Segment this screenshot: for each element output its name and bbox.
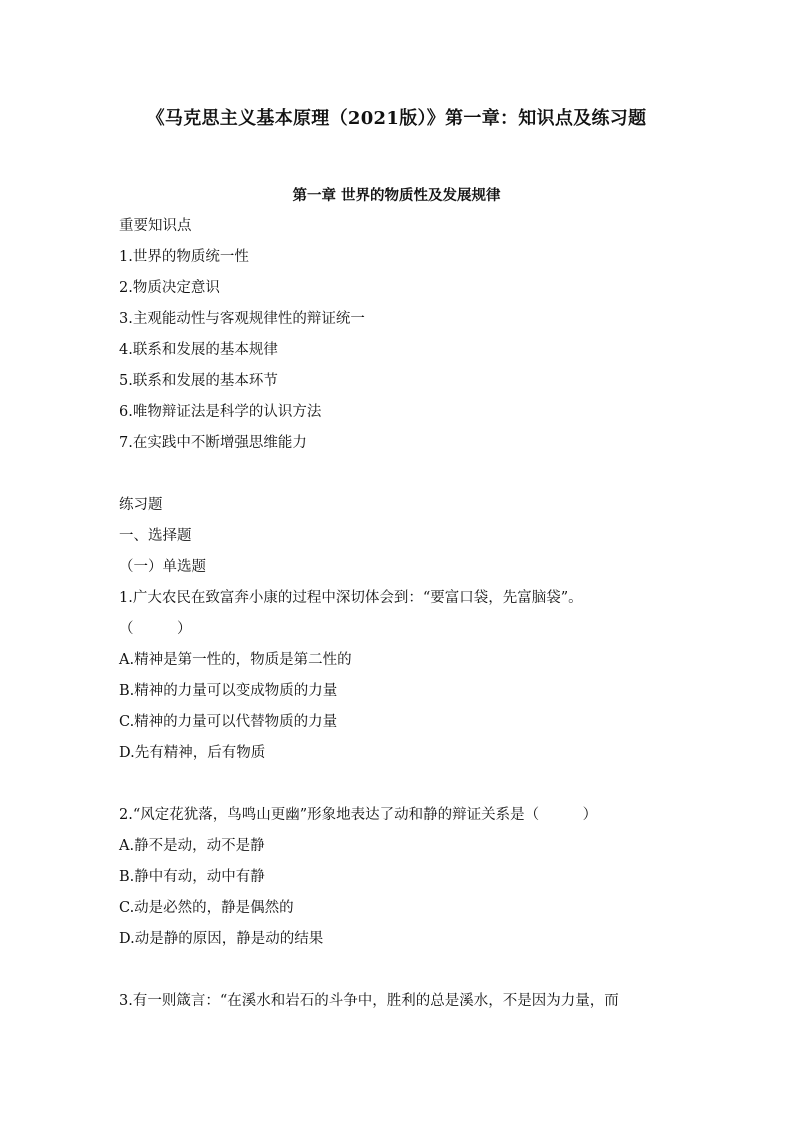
knowledge-heading: 重要知识点 xyxy=(119,218,192,234)
document-body xyxy=(119,211,689,1017)
chapter-heading: 第一章 世界的物质性及发展规律 xyxy=(292,187,501,204)
question-option: D.先有精神，后有物质 xyxy=(119,745,266,761)
blank-line xyxy=(119,769,689,800)
knowledge-item: 6.唯物辩证法是科学的认识方法 xyxy=(119,404,322,420)
knowledge-item: 7.在实践中不断增强思维能力 xyxy=(119,435,307,451)
knowledge-item: 4.联系和发展的基本规律 xyxy=(119,342,278,358)
exercises-heading: 练习题 xyxy=(119,497,163,513)
question-option: B.精神的力量可以变成物质的力量 xyxy=(119,683,338,699)
question-stem: 2.“风定花犹落，鸟鸣山更幽”形象地表达了动和静的辩证关系是（ ） xyxy=(119,807,598,823)
blank-line xyxy=(119,955,689,986)
question-option: C.动是必然的，静是偶然的 xyxy=(119,900,294,916)
question-stem: 3.有一则箴言：“在溪水和岩石的斗争中，胜利的总是溪水，不是因为力量，而 xyxy=(119,993,619,1009)
section-heading: 一、选择题 xyxy=(119,528,192,544)
blank-line xyxy=(119,459,689,490)
question-option: C.精神的力量可以代替物质的力量 xyxy=(119,714,338,730)
knowledge-item: 5.联系和发展的基本环节 xyxy=(119,373,278,389)
question-option: D.动是静的原因，静是动的结果 xyxy=(119,931,324,947)
question-answer-blank: （ ） xyxy=(119,621,192,637)
document-title: 《马克思主义基本原理（2021版）》第一章：知识点及练习题 xyxy=(146,108,647,129)
question-option: A.静不是动，动不是静 xyxy=(119,838,265,854)
question-stem: 1.广大农民在致富奔小康的过程中深切体会到：“要富口袋，先富脑袋”。 xyxy=(119,590,583,606)
question-option: B.静中有动，动中有静 xyxy=(119,869,265,885)
knowledge-item: 1.世界的物质统一性 xyxy=(119,249,249,265)
question-option: A.精神是第一性的，物质是第二性的 xyxy=(119,652,352,668)
knowledge-item: 2.物质决定意识 xyxy=(119,280,220,296)
knowledge-item: 3.主观能动性与客观规律性的辩证统一 xyxy=(119,311,365,327)
subsection-heading: （一）单选题 xyxy=(119,559,206,575)
